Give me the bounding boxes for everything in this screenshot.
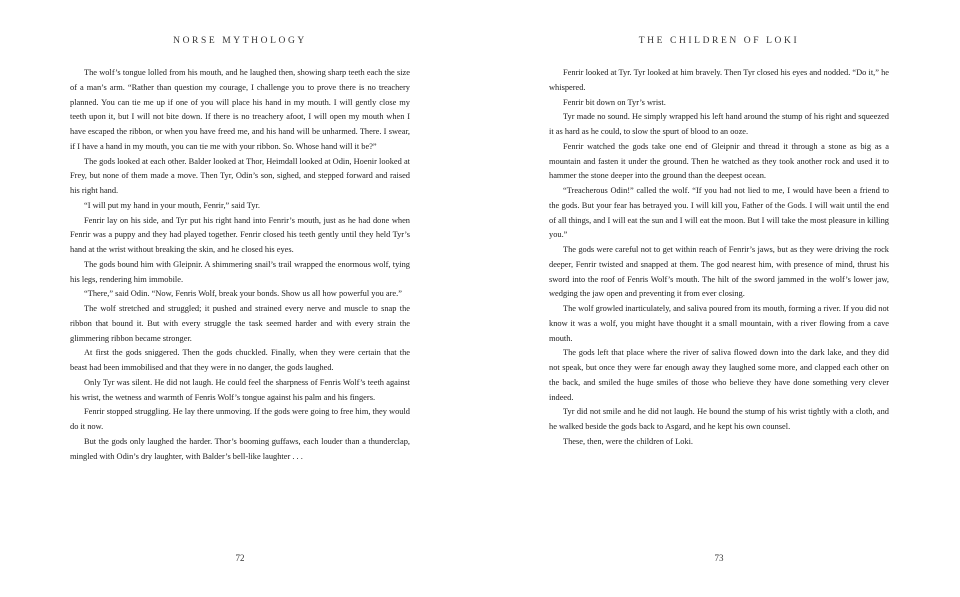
page-body — [549, 66, 889, 450]
paragraph: “I will put my hand in your mouth, Fenrir,” said Tyr. — [84, 200, 260, 210]
paragraph: But the gods only laughed the harder. Thor’s booming guffaws, each louder than a thunderclap, mingled with Odin’s dry laughter, with Balder’s bell-like laughter . . . — [70, 436, 410, 461]
running-head: NORSE MYTHOLOGY — [173, 36, 307, 46]
paragraph: The gods looked at each other. Balder looked at Thor, Heimdall looked at Odin, Hoenir looked at Frey, but none of them made a move. Then Tyr, Odin’s son, sighed, and stepped forward and raised his right hand. — [70, 156, 410, 195]
paragraph: “Treacherous Odin!” called the wolf. “If you had not lied to me, I would have been a friend to the gods. But your fear has betrayed you. I will kill you, Father of the Gods. I will wait until the end of all things, and I will eat the sun and I will eat the moon. But I will take the most pleasure in killing you.” — [549, 186, 889, 240]
paragraph: The gods bound him with Gleipnir. A shimmering snail’s trail wrapped the enormous wolf, tying his legs, rendering him immobile. — [70, 259, 410, 284]
paragraph: The gods left that place where the river of saliva flowed down into the dark lake, and they did not speak, but once they were far enough away they laughed some more, and clapped each other on the back, and smiled the huge smiles of those who believe they have done something very clever indeed. — [549, 348, 889, 402]
right-page — [549, 0, 889, 597]
paragraph: “There,” said Odin. “Now, Fenris Wolf, break your bonds. Show us all how powerful you are.” — [84, 289, 402, 299]
paragraph: These, then, were the children of Loki. — [563, 436, 693, 446]
paragraph: The wolf growled inarticulately, and saliva poured from its mouth, forming a river. If you did not know it was a wolf, you might have thought it a small mountain, with a river flowing from a cave mouth. — [549, 304, 889, 343]
paragraph: The wolf stretched and struggled; it pushed and strained every nerve and muscle to snap the ribbon that bound it. But with every struggle the task seemed harder and with every strain the glimmering ribbon became stronger. — [70, 304, 410, 343]
paragraph: Fenrir stopped struggling. He lay there unmoving. If the gods were going to free him, they would do it now. — [70, 407, 410, 431]
paragraph: Fenrir watched the gods take one end of Gleipnir and thread it through a stone as big as a mountain and fasten it under the ground. Then he watched as they took another rock and used it to hammer the stone deeper into the ground than the deepest ocean. — [549, 141, 889, 181]
page-number: 73 — [714, 553, 724, 563]
paragraph: Fenrir lay on his side, and Tyr put his right hand into Fenrir’s mouth, just as he had done when Fenrir was a puppy and they had played together. Fenrir closed his teeth gently until they held Tyr’s hand at the wrist without breaking the skin, and he closed his eyes. — [70, 215, 410, 254]
running-head: THE CHILDREN OF LOKI — [638, 36, 800, 46]
paragraph: Fenrir bit down on Tyr’s wrist. — [563, 97, 666, 107]
paragraph: Tyr did not smile and he did not laugh. He bound the stump of his wrist tightly with a cloth, and he walked beside the gods back to Asgard, and he kept his own counsel. — [549, 407, 889, 431]
paragraph: Fenrir looked at Tyr. Tyr looked at him bravely. Then Tyr closed his eyes and nodded. “Do it,” he whispered. — [549, 68, 889, 92]
paragraph: Tyr made no sound. He simply wrapped his left hand around the stump of his right and squeezed it as hard as he could, to slow the spurt of blood to an ooze. — [549, 112, 889, 136]
paragraph: The gods were careful not to get within reach of Fenrir’s jaws, but as they were driving the rock deeper, Fenrir twisted and snapped at them. The god nearest him, with presence of mind, thrust his sword into the roof of Fenris Wolf’s mouth. The hilt of the sword jammed in the wolf’s lower jaw, wedging the jaw open and preventing it from ever closing. — [549, 245, 889, 299]
paragraph: At first the gods sniggered. Then the gods chuckled. Finally, when they were certain that the beast had been immobilised and that they were in no danger, the gods laughed. — [70, 348, 410, 372]
paragraph: Only Tyr was silent. He did not laugh. He could feel the sharpness of Fenris Wolf’s teeth against his wrist, the wetness and warmth of Fenris Wolf’s tongue against his palm and his fingers. — [70, 377, 410, 402]
paragraph: The wolf’s tongue lolled from his mouth, and he laughed then, showing sharp teeth each the size of a man’s arm. “Rather than question my courage, I challenge you to prove there is no treachery planned. You can tie me up if one of you will place his hand in my mouth. I will gently close my teeth upon it, but I will not bite down. If there is no treachery afoot, I will open my mouth when I have escaped the ribbon, or when you have freed me, and his hand will be unharmed. There. I swear, if I have a hand in my mouth, you can tie me with your ribbon. So. Whose hand will it be?” — [70, 68, 410, 151]
left-page — [70, 0, 410, 597]
page-number: 72 — [235, 553, 245, 563]
page-body — [70, 66, 410, 464]
